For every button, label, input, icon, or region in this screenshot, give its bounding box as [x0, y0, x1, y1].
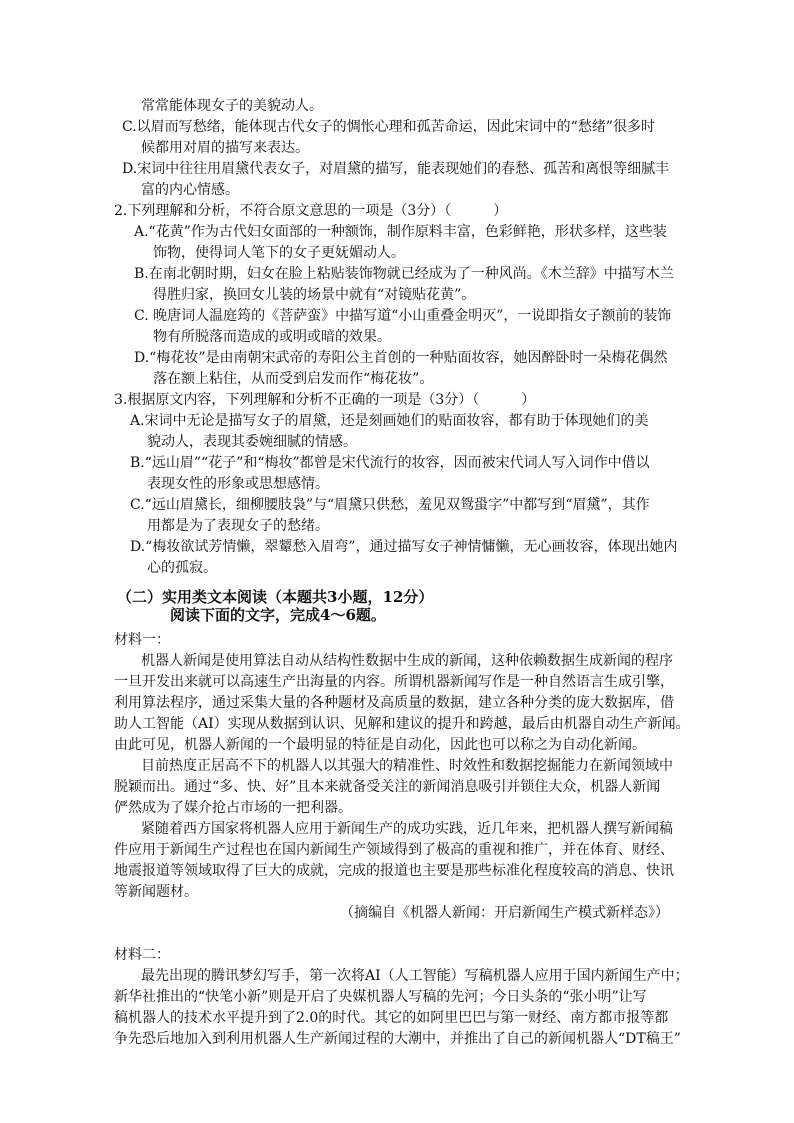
paragraph-line: 助人工智能（AI）实现从数据到认识、见解和建议的提升和跨越，最后由机器自动生产新闻。	[114, 716, 690, 732]
text-line: 得胜归家，换回女儿装的场景中就有“对镜贴花黄”。	[153, 287, 476, 303]
paragraph-line: 利用算法程序，通过采集大量的各种题材及高质量的数据，建立各种分类的庞大数据库，借	[114, 695, 674, 711]
text-line: 用都是为了表现女子的愁绪。	[147, 518, 329, 534]
paragraph-line: 一旦开发出来就可以高速生产出海量的内容。所谓机器新闻写作是一种自然语言生成引擎，	[114, 674, 674, 690]
option-c-line: C.以眉而写愁绪，能体现古代女子的惆怅心理和孤苦命运，因此宋词中的“愁绪”很多时	[122, 119, 655, 135]
text-line: 心的孤寂。	[147, 560, 217, 576]
section-heading: （二）实用类文本阅读（本题共3小题，12分）	[117, 588, 434, 606]
option-d-line: D.“梅花妆”是由南朝宋武帝的寿阳公主首创的一种贴面妆容，她因醉卧时一朵梅花偶然	[134, 350, 668, 366]
paragraph-line: 最先出现的腾讯梦幻写手，第一次将AI（人工智能）写稿机器人应用于国内新闻生产中；	[141, 968, 689, 984]
paragraph-line: 地震报道等领域取得了巨大的成就，完成的报道也主要是那些标准化程度较高的消息、快讯	[114, 863, 674, 879]
option-b-line: B.“远山眉”“花子”和“梅妆”都曾是宋代流行的妆容，因而被宋代词人写入词作中借以	[130, 455, 650, 471]
text-line: 落在额上粘住，从而受到启发而作“梅花妆”。	[153, 371, 434, 387]
option-d-line: D.“梅妆欲试芳情懒，翠颦愁入眉弯”，通过描写女子神情慵懒，无心画妆容，体现出她内	[130, 539, 678, 555]
paragraph-line: 紧随着西方国家将机器人应用于新闻生产的成功实践，近几年来，把机器人撰写新闻稿	[141, 821, 673, 837]
paragraph-line: 件应用于新闻生产过程也在国内新闻生产领域得到了极高的重视和推广，并在体育、财经、	[114, 842, 674, 858]
paragraph-line: 等新闻题材。	[114, 884, 198, 900]
option-c-line: C.“远山眉黛长，细柳腰肢袅”与“眉黛只供愁，羞见双鸳蛩字”中都写到“眉黛”，其作	[130, 497, 650, 513]
material-label: 材料二：	[114, 947, 170, 963]
text-line: 富的内心情感。	[141, 182, 239, 198]
question-3: 3.根据原文内容，下列理解和分析不正确的一项是（3分）（ ）	[114, 392, 536, 408]
option-a-line: A.宋词中无论是描写女子的眉黛，还是刻画她们的贴面妆容，都有助于体现她们的美	[130, 413, 649, 429]
text-line: 候都用对眉的描写来表达。	[141, 140, 309, 156]
source-citation: （摘编自《机器人新闻：开启新闻生产模式新样态》）	[340, 905, 669, 921]
paragraph-line: 新华社推出的“快笔小新”则是开启了央媒机器人写稿的先河；今日头条的“张小明”让写	[114, 989, 647, 1005]
text-line: 表现女性的形象或思想感情。	[147, 476, 329, 492]
paragraph-line: 由此可见，机器人新闻的一个最明显的特征是自动化，因此也可以称之为自动化新闻。	[114, 737, 646, 753]
text-line: 物有所脱落而造成的或明或暗的效果。	[153, 329, 391, 345]
option-c-line: C. 晚唐词人温庭筠的《菩萨蛮》中描写道“小山重叠金明灭”，一说即指女子额前的装饰	[134, 308, 672, 324]
paragraph-line: 争先恐后地加入到利用机器人生产新闻过程的大潮中，并推出了自己的新闻机器人“DT稿王”	[114, 1031, 681, 1047]
option-a-line: A.“花黄”作为古代妇女面部的一种额饰，制作原料丰富，色彩鲜艳，形状多样，这些装	[134, 224, 667, 240]
option-d-line: D.宋词中往往用眉黛代表女子，对眉黛的描写，能表现她们的春愁、孤苦和离恨等细腻丰	[122, 161, 670, 177]
text-line: 常常能体现女子的美貌动人。	[141, 98, 323, 114]
material-label: 材料一：	[114, 632, 170, 648]
question-2: 2.下列理解和分析，不符合原文意思的一项是（3分）（ ）	[114, 203, 508, 219]
paragraph-line: 俨然成为了媒介抢占市场的一把利器。	[114, 800, 352, 816]
text-line: 饰物，使得词人笔下的女子更妩媚动人。	[153, 245, 405, 261]
paragraph-line: 机器人新闻是使用算法自动从结构性数据中生成的新闻，这种依赖数据生成新闻的程序	[141, 653, 673, 669]
paragraph-line: 稿机器人的技术水平提升到了2.0的时代。其它的如阿里巴巴与第一财经、南方都市报等都	[114, 1010, 669, 1026]
text-line: 貌动人，表现其委婉细腻的情感。	[147, 434, 357, 450]
section-instruction: 阅读下面的文字，完成4～6题。	[170, 606, 386, 624]
paragraph-line: 脱颖而出。通过“多、快、好”且本来就备受关注的新闻消息吸引并锁住大众，机器人新闻	[114, 779, 661, 795]
paragraph-line: 目前热度正居高不下的机器人以其强大的精准性、时效性和数据挖掘能力在新闻领域中	[141, 758, 673, 774]
option-b-line: B.在南北朝时期，妇女在脸上粘贴装饰物就已经成为了一种风尚。《木兰辞》中描写木兰	[134, 266, 674, 282]
